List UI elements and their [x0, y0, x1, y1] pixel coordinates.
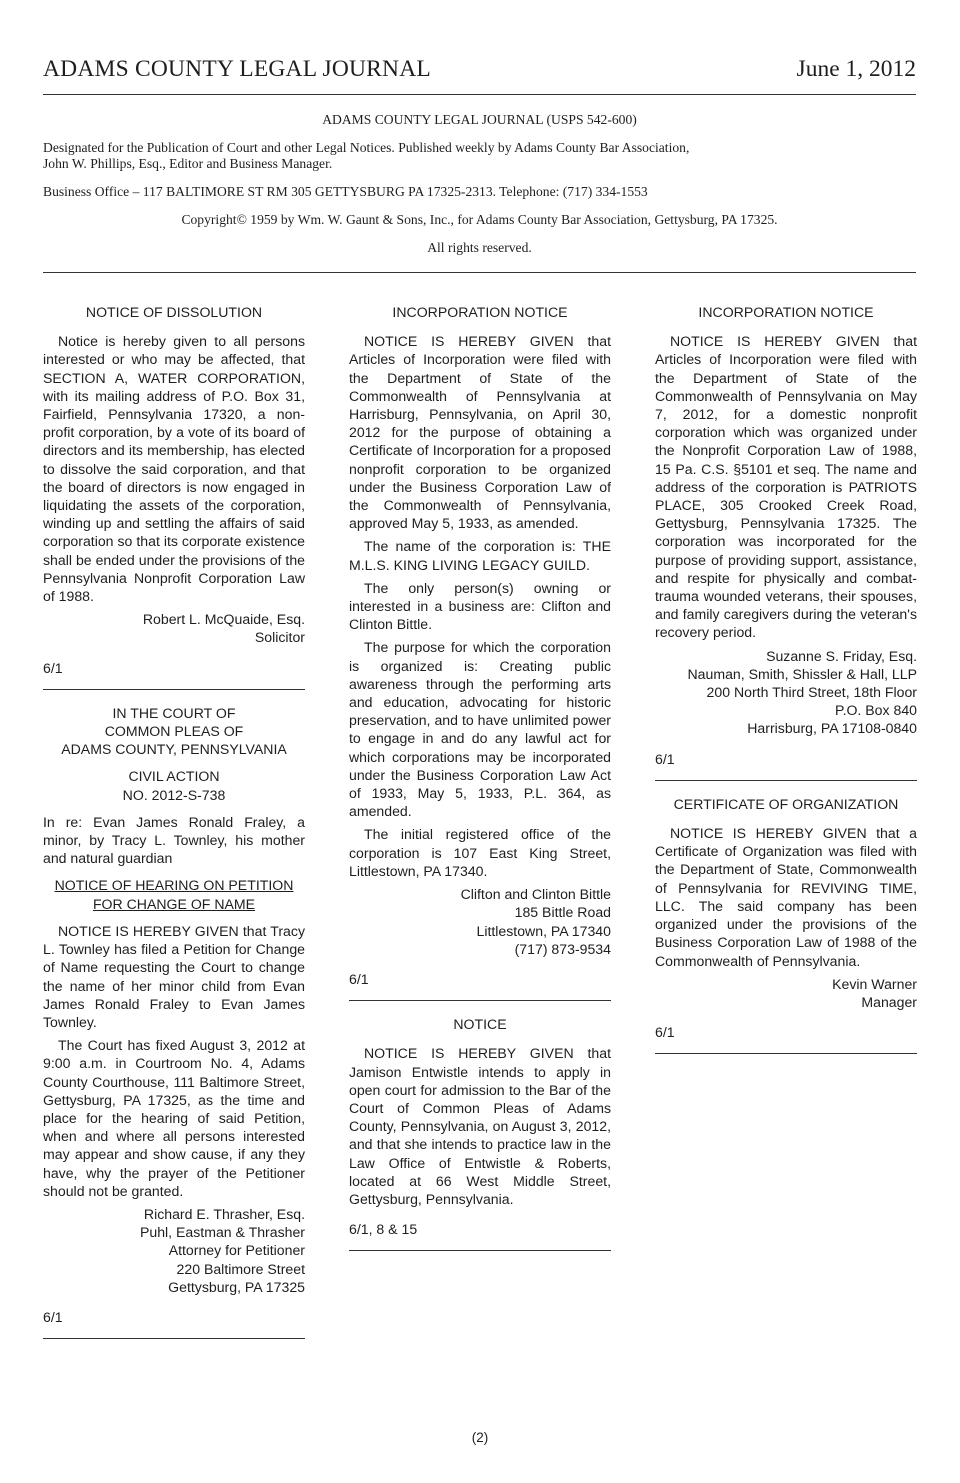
- notice-heading: INCORPORATION NOTICE: [698, 304, 874, 320]
- publication-date: 6/1: [655, 1024, 675, 1041]
- signature-block: [655, 975, 917, 1011]
- signature-line: Littlestown, PA 17340: [476, 922, 611, 939]
- signature-line: P.O. Box 840: [834, 702, 917, 719]
- notice-body: NOTICE IS HEREBY GIVEN that Articles of Incorporation were filed with the Department of State of the Commonwealth of Pennsylvania on May 7, 2012, for a domestic nonprofit corporation which was organized under the Nonprofit Corporation Law of 1988, 15 Pa. C.S. §5101 et seq. The name and address of the corporation is PATRIOTS PLACE, 305 Crooked Creek Road, Gettysburg, Pennsylvania 17325. The corporation was incorporated for the purpose of providing support, assistance, and respite for physically and combat-trauma wounded veterans, their spouses, and family caregivers during the veteran's recovery period.: [655, 333, 917, 641]
- notice-name-change: [43, 704, 305, 1326]
- notice-body: The only person(s) owning or interested in a business are: Clifton and Clinton Bittle.: [349, 579, 611, 633]
- notice-body: NOTICE IS HEREBY GIVEN that Articles of Incorporation were filed with the Department of State of the Commonwealth of Pennsylvania at Harrisburg, Pennsylvania, on April 30, 2012 for the purpose of obtaining a Certificate of Incorporation for a proposed nonprofit corporation to be organized under the Business Corporation Law of the Commonwealth of Pennsylvania, approved May 5, 1933, as amended.: [349, 333, 611, 532]
- notice-divider: [349, 1000, 611, 1001]
- court-caption: COMMON PLEAS OF: [104, 723, 244, 740]
- signature-block: [43, 1205, 305, 1296]
- notice-bar-admission: [349, 1015, 611, 1238]
- notice-divider: [349, 1250, 611, 1251]
- column-2: [349, 303, 611, 1265]
- notice-title: NOTICE OF HEARING ON PETITION: [54, 877, 294, 894]
- notice-heading: CERTIFICATE OF ORGANIZATION: [673, 795, 899, 812]
- notice-body: NOTICE IS HEREBY GIVEN that a Certificate of Organization was filed with the Department of State, Commonwealth of Pennsylvania for REVIVING TIME, LLC. The said company has been organized under the provisions of the Business Corporation Law of 1988 of the Commonwealth of Pennsylvania.: [655, 825, 917, 969]
- signature-line: Puhl, Eastman & Thrasher: [139, 1224, 305, 1241]
- notice-body: The Court has fixed August 3, 2012 at 9:00 a.m. in Courtroom No. 4, Adams County Courthouse, 111 Baltimore Street, Gettysburg, PA 17325, as the time and place for the hearing of said Petition, when and where all persons interested may appear and show cause, if any they have, why the prayer of the Petitioner should not be granted.: [43, 1037, 305, 1199]
- notice-body: NOTICE IS HEREBY GIVEN that Tracy L. Townley has filed a Petition for Change of Name requesting the Court to change the name of her minor child from Evan James Ronald Fraley to Evan James Townley.: [43, 922, 305, 1030]
- notice-divider: [655, 780, 917, 781]
- column-3: [655, 303, 917, 1068]
- rights-line: All rights reserved.: [427, 240, 532, 255]
- copyright-line: Copyright© 1959 by Wm. W. Gaunt & Sons, Inc., for Adams County Bar Association, Gettysburg, PA 17325.: [181, 212, 778, 227]
- court-caption: ADAMS COUNTY, PENNSYLVANIA: [61, 741, 287, 758]
- signature-line: (717) 873-9534: [514, 940, 611, 957]
- signature-line: Manager: [861, 993, 917, 1010]
- signature-line: Robert L. McQuaide, Esq.: [142, 611, 305, 628]
- notice-incorporation-patriots: [655, 303, 917, 768]
- signature-block: [349, 885, 611, 958]
- notice-body: The name of the corporation is: THE M.L.S. KING LIVING LEGACY GUILD.: [349, 538, 611, 573]
- notice-incorporation-guild: [349, 303, 611, 988]
- business-office-line: Business Office – 117 BALTIMORE ST RM 305 GETTYSBURG PA 17325-2313. Telephone: (717) 334-1553: [43, 184, 648, 199]
- notice-title: FOR CHANGE OF NAME: [92, 895, 256, 912]
- publication-date: 6/1: [655, 750, 675, 767]
- publication-date: 6/1, 8 & 15: [349, 1221, 418, 1238]
- notice-heading: NOTICE OF DISSOLUTION: [85, 304, 263, 320]
- notice-body: Notice is hereby given to all persons interested or who may be affected, that SECTION A, WATER CORPORATION, with its mailing address of P.O. Box 31, Fairfield, Pennsylvania 17320, a non-profit corporation, by a vote of its board of directors and its membership, has elected to dissolve the said corporation, and that the board of directors is now engaged in liquidating the assets of the corporation, winding up and settling the affairs of said corporation so that its corporate existence shall be ended under the provisions of the Pennsylvania Nonprofit Corporation Law of 1988.: [43, 333, 305, 605]
- header-divider: [43, 272, 916, 273]
- in-re: In re: Evan James Ronald Fraley, a minor, by Tracy L. Townley, his mother and natural guardian: [43, 813, 305, 867]
- signature-line: Harrisburg, PA 17108-0840: [747, 720, 917, 737]
- notice-divider: [43, 689, 305, 690]
- masthead: [43, 54, 916, 95]
- signature-line: Attorney for Petitioner: [168, 1242, 305, 1259]
- signature-line: Kevin Warner: [832, 975, 917, 992]
- journal-name: ADAMS COUNTY LEGAL JOURNAL: [43, 56, 431, 82]
- page-number: (2): [471, 1430, 489, 1445]
- signature-line: Solicitor: [254, 629, 305, 646]
- notice-body: The initial registered office of the corporation is 107 East King Street, Littlestown, PA 17340.: [349, 826, 611, 879]
- issue-date: June 1, 2012: [796, 56, 916, 82]
- notice-divider: [43, 1338, 305, 1339]
- publication-date: 6/1: [43, 659, 63, 676]
- notice-heading: INCORPORATION NOTICE: [392, 304, 568, 320]
- signature-line: Nauman, Smith, Shissler & Hall, LLP: [687, 665, 917, 682]
- signature-line: Clifton and Clinton Bittle: [460, 886, 611, 903]
- notice-body: The purpose for which the corporation is organized is: Creating public awareness through the performing arts and education, advocating for historic preservation, and to have unlimited power to engage in and do any lawful act for which corporations may be incorporated under the Business Corporation Law Act of 1933, May 5, 1933, P.L. 364, as amended.: [349, 639, 611, 820]
- signature-line: 200 North Third Street, 18th Floor: [706, 684, 917, 701]
- publication-info: [43, 112, 916, 256]
- usps-line: ADAMS COUNTY LEGAL JOURNAL (USPS 542-600): [322, 112, 637, 127]
- signature-line: Suzanne S. Friday, Esq.: [766, 647, 917, 664]
- publication-date: 6/1: [349, 970, 369, 987]
- signature-line: 220 Baltimore Street: [176, 1260, 305, 1277]
- notice-dissolution: [43, 303, 305, 677]
- notice-certificate-organization: [655, 795, 917, 1041]
- editor-line: John W. Phillips, Esq., Editor and Business Manager.: [43, 156, 333, 171]
- civil-action: CIVIL ACTION: [128, 768, 220, 785]
- publication-date: 6/1: [43, 1308, 63, 1325]
- designation-line: Designated for the Publication of Court and other Legal Notices. Published weekly by Adams County Bar Association,: [43, 140, 690, 155]
- signature-block: [655, 647, 917, 738]
- column-1: [43, 303, 305, 1353]
- signature-line: 185 Bittle Road: [514, 904, 611, 921]
- case-number: NO. 2012-S-738: [122, 786, 226, 803]
- signature-line: Richard E. Thrasher, Esq.: [143, 1205, 305, 1222]
- signature-line: Gettysburg, PA 17325: [168, 1278, 305, 1295]
- notice-body: NOTICE IS HEREBY GIVEN that Jamison Entwistle intends to apply in open court for admission to the Bar of the Court of Common Pleas of Adams County, Pennsylvania, on August 3, 2012, and that she intends to practice law in the Law Office of Entwistle & Roberts, located at 66 West Middle Street, Gettysburg, Pennsylvania.: [349, 1045, 611, 1207]
- signature-block: [43, 610, 305, 646]
- notice-heading: NOTICE: [453, 1016, 507, 1033]
- notice-divider: [655, 1053, 917, 1054]
- court-caption: IN THE COURT OF: [112, 704, 236, 721]
